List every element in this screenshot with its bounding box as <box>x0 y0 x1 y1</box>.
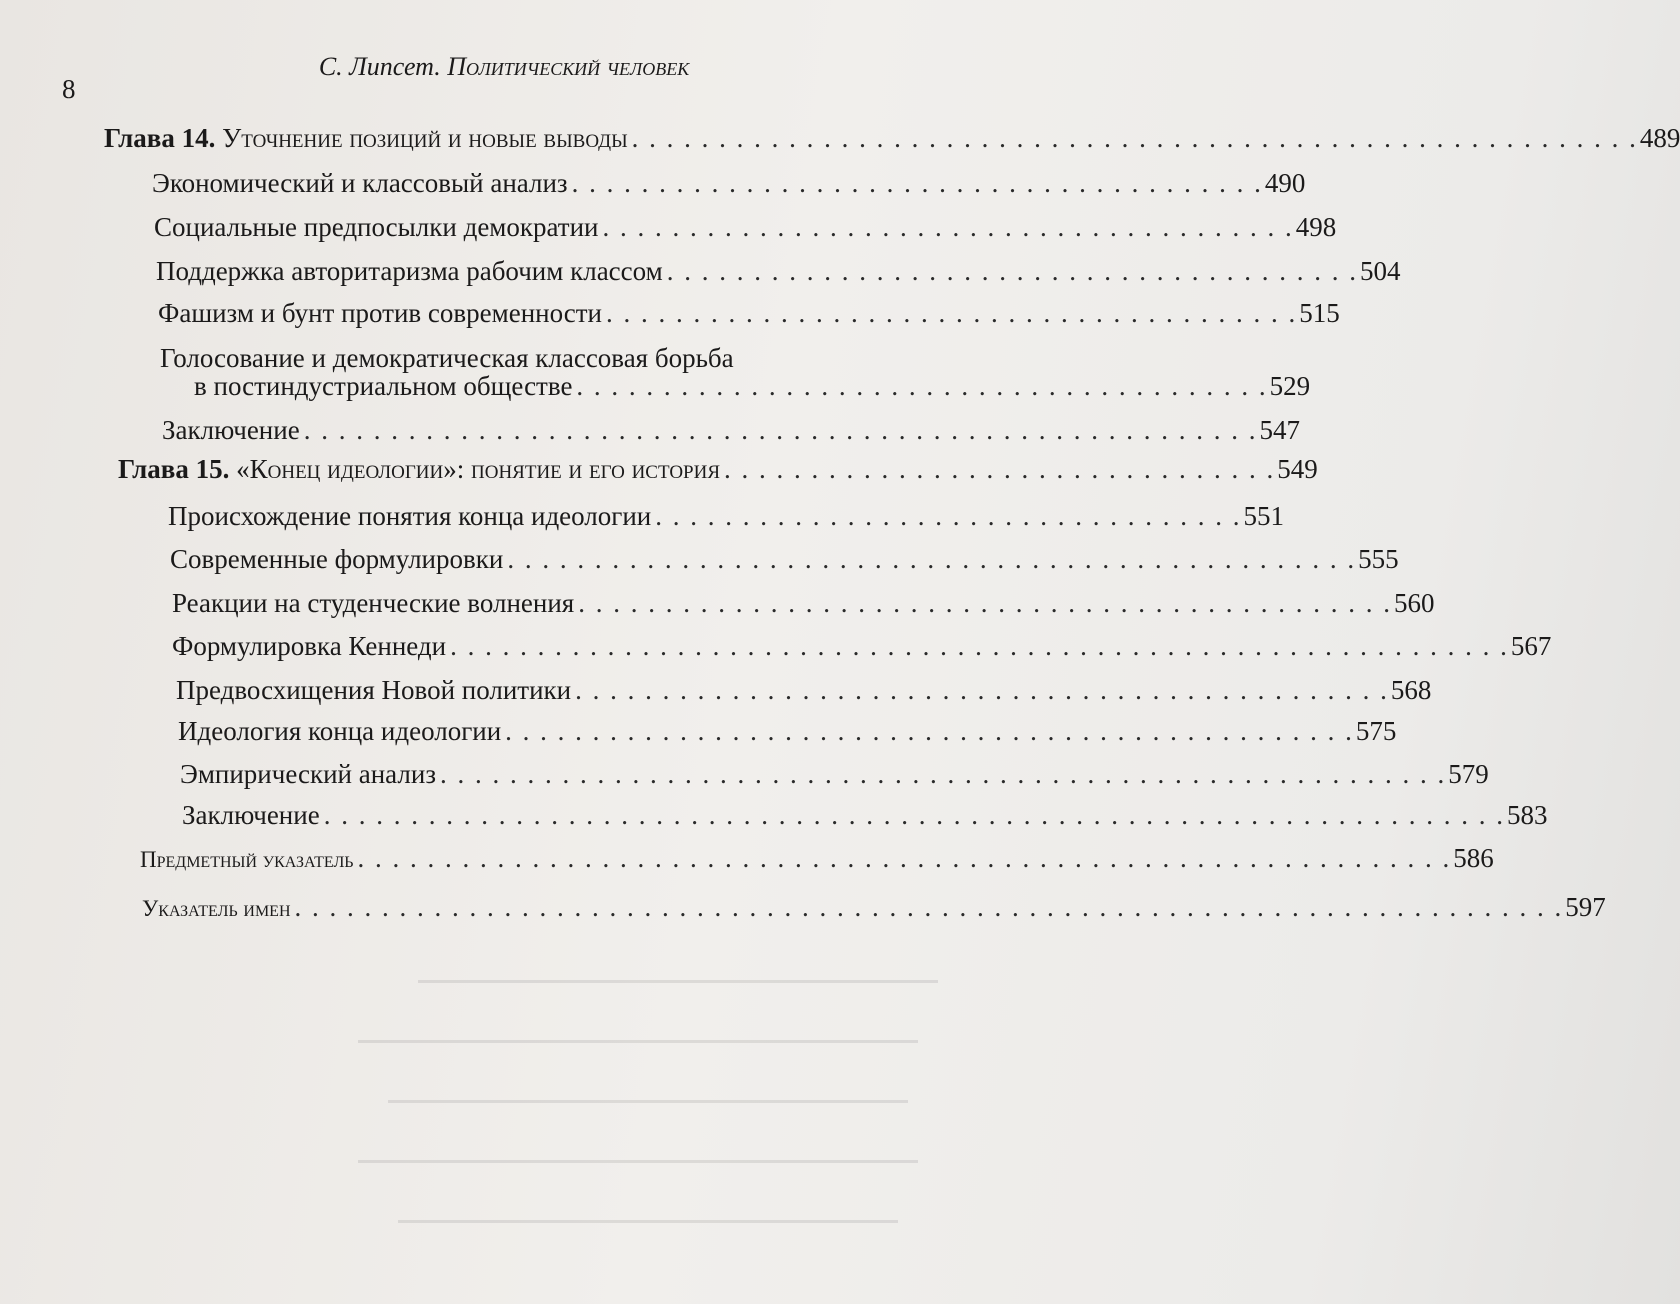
toc-item[interactable] <box>176 675 1432 705</box>
page-ref: 583 <box>1506 800 1548 830</box>
leader-dots: . . . . . . . . . . . . . . . . . . . . . . . . . . . . . . . . . . . . . . . . . . . . . . . . . . . . . . . . . . . . . <box>450 631 1509 661</box>
page-ref: 597 <box>1565 892 1606 922</box>
toc-item-label: Реакции на студенческие волнения <box>172 588 575 618</box>
toc-item[interactable] <box>178 716 1397 746</box>
page-ref: 504 <box>1359 256 1401 286</box>
toc-chapter-15[interactable] <box>118 454 1318 484</box>
chapter-title: «Конец идеологии»: понятие и его история <box>236 454 721 484</box>
toc-item-label: Современные формулировки <box>170 544 504 574</box>
page-ref: 515 <box>1299 298 1340 328</box>
running-head-title: Политический человек <box>447 52 690 81</box>
leader-dots: . . . . . . . . . . . . . . . . . . . . . . . . . . . . . . . . . . . . . . . . <box>606 298 1298 328</box>
toc-item[interactable] <box>182 800 1548 830</box>
toc-chapter-14[interactable] <box>104 123 1680 153</box>
leader-dots: . . . . . . . . . . . . . . . . . . . . . . . . . . . . . . . . . . . . . . . . <box>602 212 1294 242</box>
toc-subject-index[interactable] <box>140 843 1494 873</box>
toc-item[interactable] <box>168 501 1285 531</box>
page-ref: 567 <box>1510 631 1552 661</box>
toc-item-label: Эмпирический анализ <box>180 759 436 789</box>
page-ref: 529 <box>1269 371 1311 401</box>
leader-dots: . . . . . . . . . . . . . . . . . . . . . . . . . . . . . . . . . . . . . . . . . . . . . . . . . . . . . . . . . . . . . . . . . . . . <box>323 800 1505 830</box>
page-ref: 568 <box>1390 675 1432 705</box>
toc-item[interactable] <box>152 168 1306 198</box>
page-ref: 551 <box>1243 501 1285 531</box>
page-ref: 547 <box>1259 415 1300 445</box>
chapter-number: Глава 14. <box>104 123 216 153</box>
leader-dots: . . . . . . . . . . . . . . . . . . . . . . . . . . . . . . . . . . . . . . . . . . . . . . . . . <box>507 544 1357 574</box>
toc-item-label: Заключение <box>182 800 320 830</box>
leader-dots: . . . . . . . . . . . . . . . . . . . . . . . . . . . . . . . . . . . . . . . . <box>571 168 1263 198</box>
leader-dots: . . . . . . . . . . . . . . . . . . . . . . . . . . . . . . . . . . . . . . . . . . . . . . . . . . . . . . . . . . <box>631 123 1638 153</box>
leader-dots: . . . . . . . . . . . . . . . . . . . . . . . . . . . . . . . . . . . . . . . . . . . . . . . . . <box>505 716 1354 746</box>
leader-dots: . . . . . . . . . . . . . . . . . . . . . . . . . . . . . . . . . . <box>655 501 1242 531</box>
leader-dots: . . . . . . . . . . . . . . . . . . . . . . . . . . . . . . . . . . . . . . . . . . . . . . . . . . . . . . . <box>303 415 1258 445</box>
toc-item[interactable] <box>180 759 1489 789</box>
chapter-title: Уточнение позиций и новые выводы <box>222 123 628 153</box>
leader-dots: . . . . . . . . . . . . . . . . . . . . . . . . . . . . . . . . . . . . . . . . . . . . . . . . . . . . . . . . . . . . . . . . . . . . . . . . . <box>294 892 1564 922</box>
toc-item[interactable] <box>154 212 1337 242</box>
toc-item-label: Заключение <box>162 415 300 445</box>
leader-dots: . . . . . . . . . . . . . . . . . . . . . . . . . . . . . . . . . . . . . . . . . . . . . . . . . . . . . . . . . . . . . . . <box>357 843 1452 873</box>
toc-item-label: Социальные предпосылки демократии <box>154 212 599 242</box>
page-ref: 489 <box>1639 123 1680 153</box>
toc-item-label: Предметный указатель <box>140 847 354 872</box>
leader-dots: . . . . . . . . . . . . . . . . . . . . . . . . . . . . . . . . . . . . . . . . . . . . . . . <box>578 588 1392 618</box>
page-ref: 490 <box>1264 168 1306 198</box>
toc-item[interactable] <box>172 631 1552 661</box>
toc-name-index[interactable] <box>142 892 1606 922</box>
toc-item[interactable] <box>172 588 1435 618</box>
leader-dots: . . . . . . . . . . . . . . . . . . . . . . . . . . . . . . . . . . . . . . . . <box>576 371 1268 401</box>
toc-item-label: Поддержка авторитаризма рабочим классом <box>156 256 663 286</box>
page-ref: 560 <box>1393 588 1435 618</box>
toc-item[interactable] <box>158 298 1340 328</box>
toc-item-label: Предвосхищения Новой политики <box>176 675 572 705</box>
leader-dots: . . . . . . . . . . . . . . . . . . . . . . . . . . . . . . . . <box>724 454 1276 484</box>
page-ref: 555 <box>1358 544 1399 574</box>
toc-item-label: Идеология конца идеологии <box>178 716 502 746</box>
page-ref: 579 <box>1448 759 1489 789</box>
page-ref: 498 <box>1295 212 1337 242</box>
toc-item[interactable] <box>156 256 1401 286</box>
toc-item-label-line1: Голосование и демократическая классовая борьба <box>160 343 734 373</box>
chapter-number: Глава 15. <box>118 454 230 484</box>
toc-item-label: Формулировка Кеннеди <box>172 631 447 661</box>
toc-item-label: Происхождение понятия конца идеологии <box>168 501 652 531</box>
toc-item[interactable] <box>162 415 1300 445</box>
page-number: 8 <box>62 74 76 104</box>
toc-item-label: Указатель имен <box>142 896 291 921</box>
running-head-author: С. Липсет. <box>318 52 441 81</box>
leader-dots: . . . . . . . . . . . . . . . . . . . . . . . . . . . . . . . . . . . . . . . . . . . . . . . . . . . . . . . . . . <box>440 759 1447 789</box>
toc-item-label: Фашизм и бунт против современности <box>158 298 603 328</box>
toc-item-label: Экономический и классовый анализ <box>152 168 568 198</box>
page-ref: 586 <box>1453 843 1494 873</box>
toc-item[interactable] <box>194 371 1311 401</box>
leader-dots: . . . . . . . . . . . . . . . . . . . . . . . . . . . . . . . . . . . . . . . . . . . . . . . <box>575 675 1389 705</box>
page-ref: 549 <box>1277 454 1318 484</box>
leader-dots: . . . . . . . . . . . . . . . . . . . . . . . . . . . . . . . . . . . . . . . . <box>666 256 1358 286</box>
toc-item[interactable] <box>170 544 1399 574</box>
page-ref: 575 <box>1355 716 1397 746</box>
toc-item-label-line2: в постиндустриальном обществе <box>194 371 573 401</box>
